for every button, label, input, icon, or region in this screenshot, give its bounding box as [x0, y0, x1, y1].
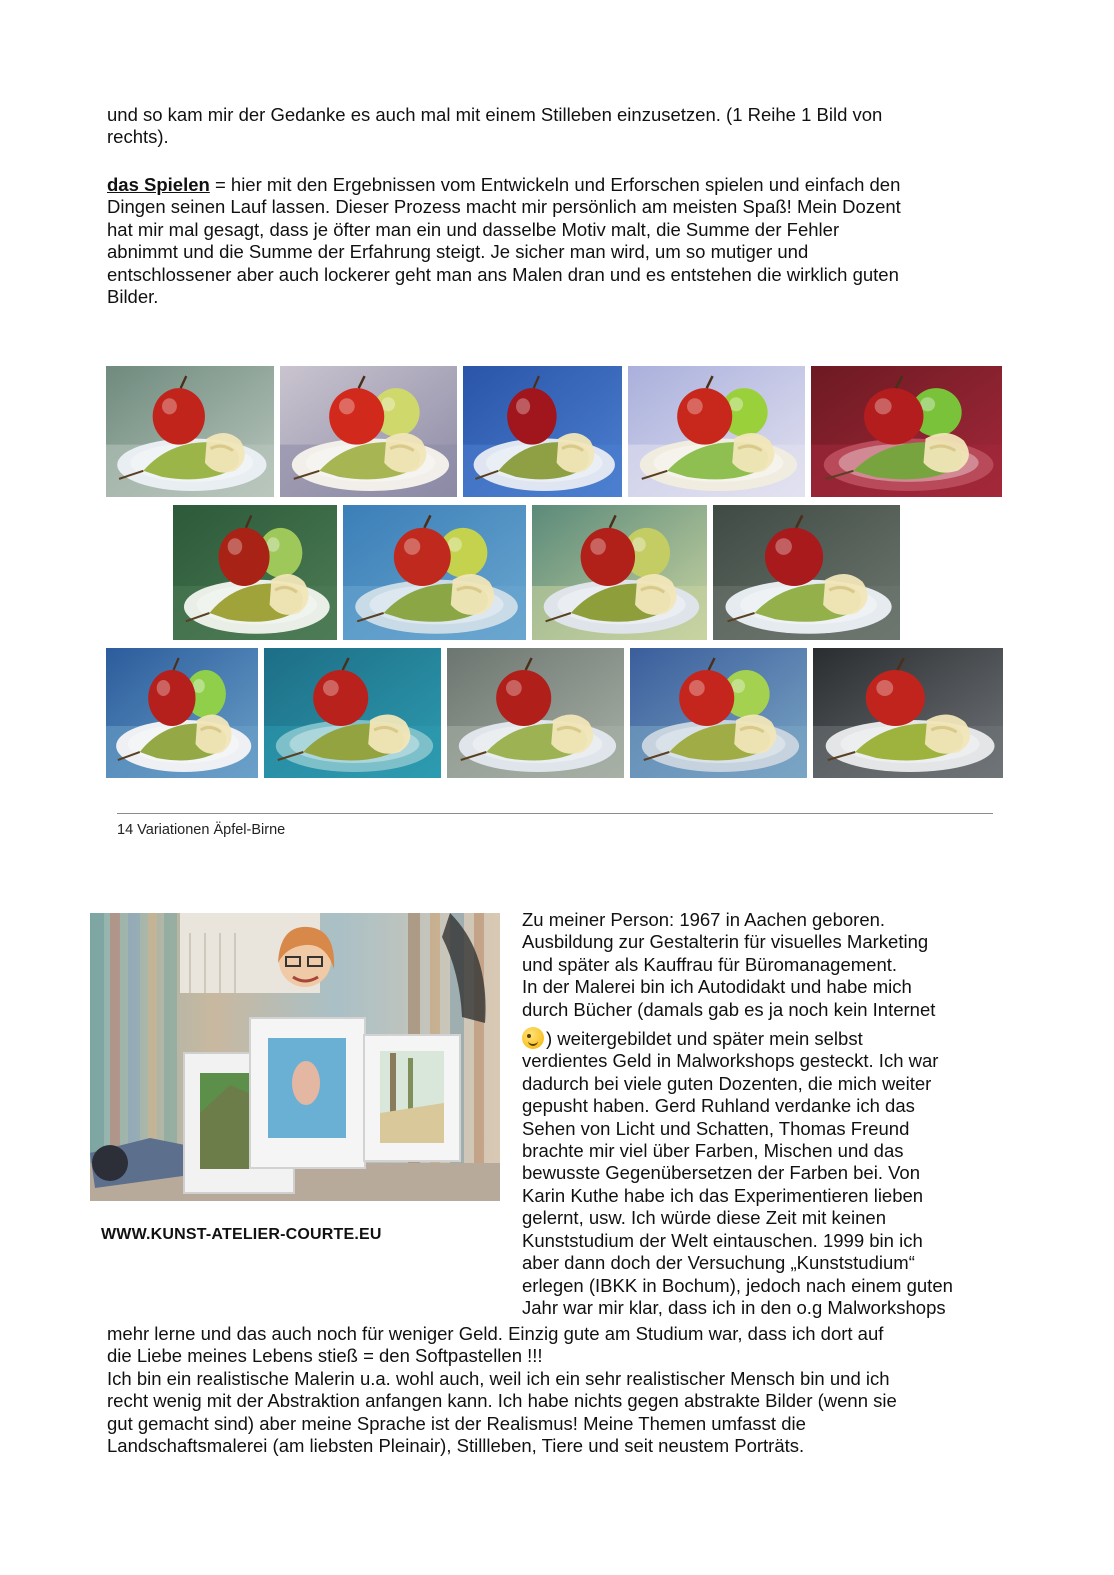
text-line: In der Malerei bin ich Autodidakt und habe mich [522, 976, 912, 998]
text-line: Karin Kuthe habe ich das Experimentieren lieben [522, 1184, 924, 1206]
still-life-painting [280, 366, 457, 497]
text-line: verdientes Geld in Malworkshops gesteckt. Ich war [522, 1050, 939, 1072]
text-line: Ich bin ein realistische Malerin u.a. wohl auch, weil ich ein sehr realistischer Mensch bin und ich [107, 1367, 890, 1389]
still-life-painting [264, 648, 441, 778]
text-line: entschlossener aber auch lockerer geht man ans Malen dran und es entstehen die wirklich guten [107, 263, 899, 285]
painting-thumbnail [280, 366, 457, 497]
still-life-painting [447, 648, 624, 778]
artist-photo [90, 913, 500, 1201]
text-line: Dingen seinen Lauf lassen. Dieser Prozess macht mir persönlich am meisten Spaß! Mein Dozent [107, 196, 901, 218]
text-line: Jahr war mir klar, dass ich in den o.g Malworkshops [522, 1296, 946, 1318]
text-line: und später als Kauffrau für Büromanagement. [522, 953, 898, 975]
text-line: Ausbildung zur Gestalterin für visuelles Marketing [522, 931, 929, 953]
artist-photo-illustration [90, 913, 500, 1201]
text-line: hat mir mal gesagt, dass je öfter man ein und dasselbe Motiv malt, die Summe der Fehler [107, 218, 840, 240]
still-life-painting [630, 648, 807, 778]
painting-thumbnail [463, 366, 622, 497]
website-link[interactable]: WWW.KUNST-ATELIER-COURTE.EU [101, 1226, 382, 1243]
painting-thumbnail [106, 648, 258, 778]
painting-thumbnail [630, 648, 807, 778]
text-line: Landschaftsmalerei (am liebsten Pleinair), Stillleben, Tiere und seit neustem Porträts. [107, 1435, 805, 1457]
text-line: bewusste Gegenübersetzen der Farben bei. Von [522, 1162, 921, 1184]
text-line: die Liebe meines Lebens stieß = den Softpastellen !!! [107, 1345, 543, 1367]
still-life-painting [811, 366, 1002, 497]
still-life-painting [532, 505, 707, 640]
text-line: ) weitergebildet und später mein selbst [522, 1027, 1012, 1050]
still-life-painting [343, 505, 526, 640]
gallery-caption: 14 Variationen Äpfel-Birne [117, 822, 286, 838]
still-life-painting [106, 648, 258, 778]
text-line: gepusht haben. Gerd Ruhland verdanke ich das [522, 1095, 915, 1117]
text-line: und so kam mir der Gedanke es auch mal mit einem Stilleben einzusetzen. (1 Reihe 1 Bild von [107, 104, 883, 125]
still-life-painting [628, 366, 805, 497]
painting-thumbnail [173, 505, 337, 640]
spielen-paragraph [107, 174, 1007, 308]
text-line: durch Bücher (damals gab es ja noch kein Internet [522, 998, 936, 1020]
text-line: Zu meiner Person: 1967 in Aachen geboren. [522, 909, 886, 930]
text-line: das Spielen = hier mit den Ergebnissen vom Entwickeln und Erforschen spielen und einfach den [107, 174, 901, 195]
bio-continuation [107, 1323, 1007, 1457]
text-line: Bilder. [107, 286, 159, 308]
painting-thumbnail [713, 505, 900, 640]
text-line: abnimmt und die Summe der Erfahrung steigt. Je sicher man wird, um so mutiger und [107, 241, 809, 263]
text-line: Kunststudium der Welt eintauschen. 1999 bin ich [522, 1229, 923, 1251]
text-line: mehr lerne und das auch noch für weniger Geld. Einzig gute am Studium war, dass ich dort auf [107, 1323, 884, 1344]
painting-thumbnail [264, 648, 441, 778]
caption-divider [117, 813, 993, 814]
painting-thumbnail [813, 648, 1003, 778]
text-line: recht wenig mit der Abstraktion anfangen kann. Ich habe nichts gegen abstrakte Bilder (wenn sie [107, 1390, 897, 1412]
intro-paragraph [107, 104, 1007, 149]
winking-face-icon [522, 1027, 544, 1049]
still-life-painting [713, 505, 900, 640]
text-line: gelernt, usw. Ich würde diese Zeit mit keinen [522, 1207, 887, 1229]
still-life-painting [813, 648, 1003, 778]
painting-thumbnail [447, 648, 624, 778]
painting-thumbnail [106, 366, 274, 497]
text-line: dadurch bei viele guten Dozenten, die mich weiter [522, 1072, 932, 1094]
text-line: gut gemacht sind) aber meine Sprache ist der Realismus! Meine Themen umfasst die [107, 1412, 806, 1434]
painting-thumbnail [628, 366, 805, 497]
bio-column [522, 909, 1012, 1319]
painting-thumbnail [343, 505, 526, 640]
painting-thumbnail [532, 505, 707, 640]
text-line: aber dann doch der Versuchung „Kunststudium“ [522, 1252, 915, 1274]
still-life-painting [106, 366, 274, 497]
text-line: brachte mir viel über Farben, Mischen und das [522, 1140, 904, 1162]
text-line: Sehen von Licht und Schatten, Thomas Freund [522, 1117, 910, 1139]
text-line: erlegen (IBKK in Bochum), jedoch nach einem guten [522, 1274, 953, 1296]
text-line: rechts). [107, 126, 169, 148]
keyword-spielen: das Spielen [107, 174, 210, 195]
painting-thumbnail [811, 366, 1002, 497]
still-life-painting [173, 505, 337, 640]
still-life-painting [463, 366, 622, 497]
